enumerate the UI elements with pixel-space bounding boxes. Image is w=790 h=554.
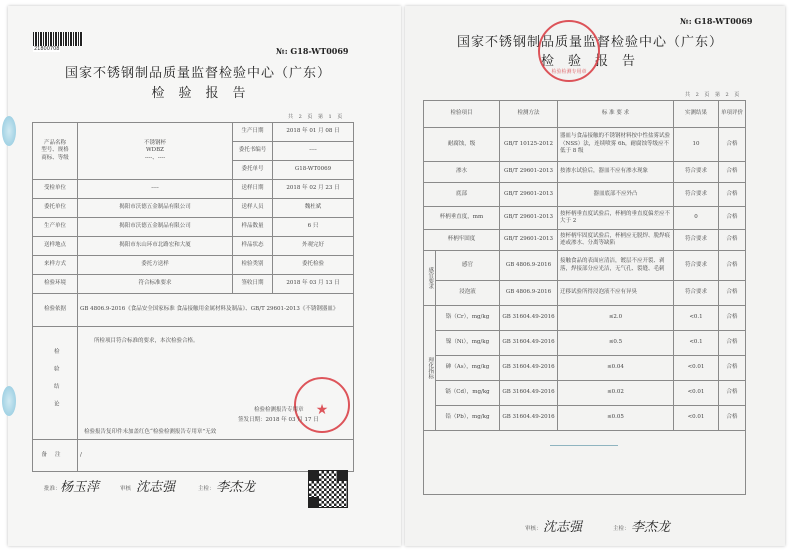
qr-code-icon[interactable] (308, 470, 348, 508)
table-row: 受检单位 ---- 送样日期 2018 年 02 月 23 日 (33, 180, 354, 199)
report-number: №: G18-WT0069 (680, 16, 753, 26)
group-sensory: 感官要求 (424, 251, 436, 306)
table-row: 砷（As），mg/kg GB 31604.49-2016 ≤0.04 <0.01 合格 (424, 356, 746, 381)
table-row: 检验环境 符合标准要求 签收日期 2018 年 03 月 13 日 (33, 275, 354, 294)
table-row: 铅（Pb），mg/kg GB 31604.49-2016 ≤0.05 <0.01 合格 (424, 406, 746, 431)
table-row: 渗水 GB/T 29601-2013 按渗水试验后，器皿不应有渗水现象 符合要求 合格 (424, 162, 746, 183)
table-row: 镍（Ni），mg/kg GB 31604.49-2016 ≤0.5 <0.1 合格 (424, 331, 746, 356)
remarks-label: 备注 (33, 440, 78, 472)
page-indicator: 共 2 页 第 1 页 (288, 114, 345, 120)
table-row: 杯柄垂直度，mm GB/T 29601-2013 按杯柄垂直度试验后，杯柄的垂直度偏差应不大于 2 0 合格 (424, 207, 746, 230)
issue-date: 签发日期：2018 年 03 月 17 日 (238, 417, 319, 423)
product-value: 不锈钢杯 WDBZ ----、---- (78, 123, 233, 180)
report-number: №: G18-WT0069 (276, 46, 349, 56)
table-header: 检验项目 检测方法 标 准 要 求 实测结果 单项评价 (424, 101, 746, 128)
binder-ring-icon (2, 386, 16, 416)
table-row: 浸泡液 GB 4806.9-2016 迁移试验所得浸泡液不应有异臭 符合要求 合格 (424, 281, 746, 306)
main-inspector-signature: 李杰龙 (631, 520, 671, 535)
report-info-table (32, 122, 354, 472)
approve-signature: 杨玉萍 (60, 480, 100, 495)
copy-note: 检验报告复印件未加盖红色“检验检测报告专用章”无效 (84, 429, 217, 435)
conclusion-label: 检验结论 (33, 327, 78, 440)
field-label: 委托书编号 (233, 142, 273, 161)
end-line (550, 445, 618, 446)
table-row: 来样方式 委托方送样 检验类别 委托检验 (33, 256, 354, 275)
org-title: 国家不锈钢制品质量监督检验中心（广东） (64, 66, 331, 81)
field-value: ---- (273, 142, 354, 161)
main-inspector-label: 主检： (198, 486, 215, 492)
table-row: 委托单位 揭阳市沃德五金制品有限公司 送样人员 魏杜斌 (33, 199, 354, 218)
table-row: 耐腐蚀，级 GB/T 10125-2012 器皿与食品接触的不锈钢材料按中性盐雾试验（NSS）法，连续喷雾 6h，耐腐蚀等级应不低于 8 级 10 合格 (424, 128, 746, 162)
table-row: 感官要求 感官 GB 4806.9-2016 接触食品的表面应清洁，镀层不应开裂、剥落，焊接部分应光洁，无气孔、裂缝、毛刺 符合要求 合格 (424, 251, 746, 281)
report-page-1 (8, 6, 401, 546)
review-signature: 沈志强 (543, 520, 583, 535)
table-row: 理化指标 铬（Cr），mg/kg GB 31604.49-2016 ≤2.0 <0.1 合格 (424, 306, 746, 331)
conclusion-cell (78, 327, 354, 440)
field-value: 2018 年 01 月 08 日 (273, 123, 354, 142)
seal-stamp: 检验检测专用章 (538, 20, 600, 82)
field-value: G18-WT0069 (273, 161, 354, 180)
doc-title: 检验报告 (540, 54, 649, 69)
blank-area (424, 431, 746, 495)
org-title: 国家不锈钢制品质量监督检验中心（广东） (456, 35, 723, 50)
group-chemical: 理化指标 (424, 306, 436, 431)
review-label: 审核 (120, 486, 132, 492)
basis-value: GB 4806.9-2016《食品安全国家标准 食品接触用金属材料及制品》、GB/T 29601-2013《不锈钢器皿》 (78, 294, 354, 327)
table-row: 生产单位 揭阳市沃德五金制品有限公司 样品数量 6 只 (33, 218, 354, 237)
table-row: 送样地点 揭阳市东山环市北路宏和大厦 样品状态 外观完好 (33, 237, 354, 256)
remarks-value: / (78, 440, 354, 472)
field-label: 委托单号 (233, 161, 273, 180)
field-label: 生产日期 (233, 123, 273, 142)
report-page-2 (405, 6, 785, 546)
review-signature: 沈志强 (136, 480, 176, 495)
barcode-icon (33, 32, 83, 46)
table-row: 杯柄牢固度 GB/T 29601-2013 按杯柄牢固度试验后，杯柄应无脱焊、脱焊痕迹或渗水、分离等缺陷 符合要求 合格 (424, 230, 746, 251)
review-label: 审核： (525, 526, 542, 532)
table-row: 镉（Cd），mg/kg GB 31604.49-2016 ≤0.02 <0.01 合格 (424, 381, 746, 406)
conclusion-text: 所检项目符合标准的要求，本次检验合格。 (94, 338, 199, 344)
basis-label: 检验依据 (33, 294, 78, 327)
seal-caption: 检验检测报告专用章 (254, 407, 304, 413)
test-results-table (423, 100, 746, 495)
binder-ring-icon (2, 116, 16, 146)
product-label: 产品名称 型号、规格 商标、等级 (33, 123, 78, 180)
main-inspector-label: 主检： (613, 526, 630, 532)
seal-stamp: ★ (294, 377, 350, 433)
main-inspector-signature: 李杰龙 (216, 480, 256, 495)
table-row: 底部 GB/T 29601-2013 器皿底部不应外凸 符合要求 合格 (424, 183, 746, 207)
barcode-number: 21800708 (34, 46, 60, 52)
page-indicator: 共 2 页 第 2 页 (685, 92, 742, 98)
approve-label: 批准： (44, 486, 61, 492)
doc-title: 检验报告 (151, 86, 260, 101)
